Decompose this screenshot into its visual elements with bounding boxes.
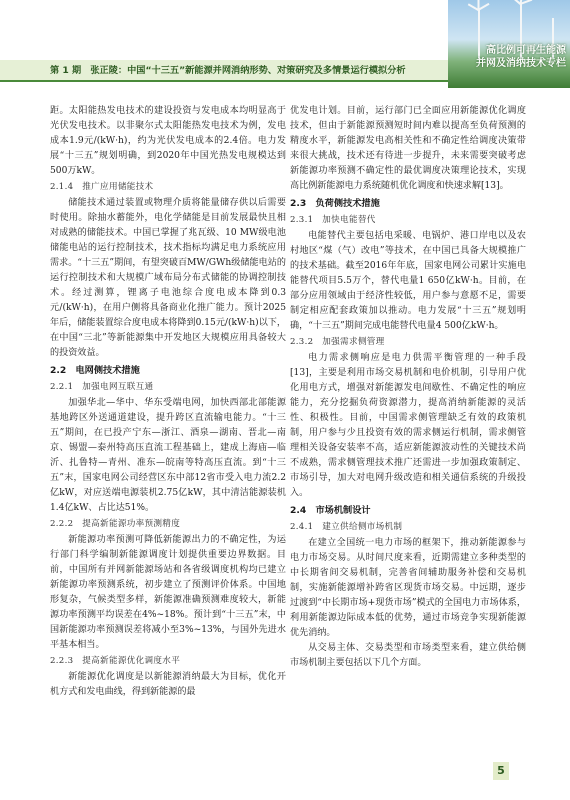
subsection-heading: 2.3.2 加强需求侧管理 bbox=[290, 337, 385, 347]
paragraph: 新能源功率预测可降低新能源出力的不确定性，为运行部门科学编制新能源调度计划提供重要边界数据。目前，中国所有并网新能源场站和各省级调度机构均已建立新能源功率预测系统，初步建立了预测评价体系。中国地形复杂，气候类型多样，新能源准确预测难度较大，新能源功率预测平均误差在4%~18%。预计到“十三五”末，中国新能源功率预测误差将减小至3%~13%，与国外先进水平基本相当。 bbox=[50, 535, 286, 650]
paragraph: 优发电计划。目前，运行部门已全面应用新能源优化调度技术，但由于新能源预测短时间内难以提高至负荷预测的精度水平，新能源发电高相关性和不确定性给调度决策带来很大挑战，技术还有待进一步提升，未来需要突破考虑新能源功率预测不确定性的最优调度决策理论技术，实现高比例新能源电力系统随机优化调度和快速求解[13]。 bbox=[290, 106, 526, 191]
subsection-heading: 2.2.2 提高新能源功率预测精度 bbox=[50, 519, 181, 529]
page-number: 5 bbox=[493, 762, 509, 780]
section-heading: 2.4 市场机制设计 bbox=[290, 505, 371, 516]
left-column bbox=[50, 104, 286, 700]
paragraph: 储能技术通过装置或物理介质将能量储存供以后需要时使用。除抽水蓄能外，电化学储能是目前发展最快且相对成熟的储能技术。中国已掌握了兆瓦级、10 MW级电池储能电站的运行控制技术，技术指标均满足电力系统应用需求。“十三五”期间，有望突破百MW/GWh级储能电站的运行控制技术和大规模广域布局分布式储能的协调控制技术。经过测算，锂离子电池综合度电成本降到0.3元/(kW·h)，在用户侧将具备商业化推广能力。预计2025年后，储能装置综合度电成本将降到0.15元/(kW·h)以下，在中国“三北”等新能源集中开发地区大规模应用具备较大的投资效益。 bbox=[50, 198, 286, 358]
banner-line-1: 高比例可再生能源 bbox=[486, 45, 566, 56]
wind-turbine-photo bbox=[448, 0, 570, 88]
subsection-heading: 2.2.1 加强电网互联互通 bbox=[50, 382, 154, 392]
subsection-heading: 2.1.4 推广应用储能技术 bbox=[50, 182, 154, 192]
paragraph: 距。太阳能热发电技术的建设投资与发电成本均明显高于光伏发电技术。以非聚尔式太阳能热发电技术为例，发电成本1.9元/(kW·h)，约为光伏发电成本的2.4倍。电力发展“十三五”规划明确，到2020年中国光热发电规模达到500万kW。 bbox=[50, 106, 286, 176]
paragraph: 新能源优化调度是以新能源消纳最大为目标，优化开机方式和发电曲线，得到新能源的最 bbox=[50, 672, 286, 697]
subsection-heading: 2.3.1 加快电能替代 bbox=[290, 215, 376, 225]
subsection-heading: 2.2.3 提高新能源优化调度水平 bbox=[50, 656, 181, 666]
section-heading: 2.2 电网侧技术措施 bbox=[50, 365, 140, 376]
paragraph: 电力需求侧响应是电力供需平衡管理的一种手段[13]，主要是利用市场交易机制和电价机制，引导用户优化用电方式，增强对新能源发电间歇性、不确定性的响应能力，充分挖掘负荷资源潜力，提高消纳新能源的灵活性、积极性。目前，中国需求侧管理缺乏有效的政策机制，用户参与少且投资有效的需求侧运行机制，需求侧管理相关设备安装率不高，适应新能源波动性的关键技术尚不成熟，需求侧管理技术推广还需进一步加强政策制定、市场引导，加大对电网升级改造和相关通信系统的升级投入。 bbox=[290, 353, 526, 498]
running-title: 第 1 期 张正陵：中国“十三五”新能源并网消纳形势、对策研究及多情景运行模拟分析 bbox=[50, 65, 406, 76]
section-heading: 2.3 负荷侧技术措施 bbox=[290, 198, 380, 209]
paragraph: 加强华北—华中、华东受端电网，加快西部北部能源基地跨区外送通道建设，提升跨区直流输电能力。“十三五”期间，在已投产宁东—浙江、酒泉—湖南、晋北—南京、锡盟—泰州特高压直流工程基础上，建成上海庙—临沂、扎鲁特—青州、准东—皖南等特高压直流。到“十三五”末，国家电网公司经营区东中部12省市受入电力流2.2亿kW，对应送端电源装机2.75亿kW，其中清洁能源装机1.4亿kW、占比达51%。 bbox=[50, 398, 286, 513]
column-banner bbox=[476, 44, 566, 70]
banner-line-2: 并网及消纳技术专栏 bbox=[476, 58, 566, 69]
subsection-heading: 2.4.1 建立供给侧市场机制 bbox=[290, 522, 403, 532]
paragraph: 电能替代主要包括电采暖、电锅炉、港口岸电以及农村地区“煤（气）改电”等技术，在中国已具备大规模推广的技术基础。截至2016年年底，国家电网公司累计实施电能替代项目5.5万个，替代电量1 650亿kW·h。目前，在部分应用领域由于经济性较低，用户参与意愿不足，需要制定相应配套政策加以推动。电力发展“十三五”规划明确，“十三五”期间完成电能替代电量4 500亿kW·h。 bbox=[290, 231, 526, 331]
right-column bbox=[290, 104, 526, 671]
page-header bbox=[0, 0, 570, 92]
paragraph: 在建立全国统一电力市场的框架下，推动新能源参与电力市场交易。从时间尺度来看，近期需建立多种类型的中长期省间交易机制，完善省间辅助服务补偿和交易机制，实施新能源增补跨省区现货市场交易。中远期，逐步过渡到“中长期市场+现货市场”模式的全国电力市场体系，利用新能源边际成本低的优势，通过市场竞争实现新能源优先消纳。 bbox=[290, 538, 526, 638]
paragraph: 从交易主体、交易类型和市场类型来看，建立供给侧市场机制主要包括以下几个方面。 bbox=[290, 643, 526, 668]
